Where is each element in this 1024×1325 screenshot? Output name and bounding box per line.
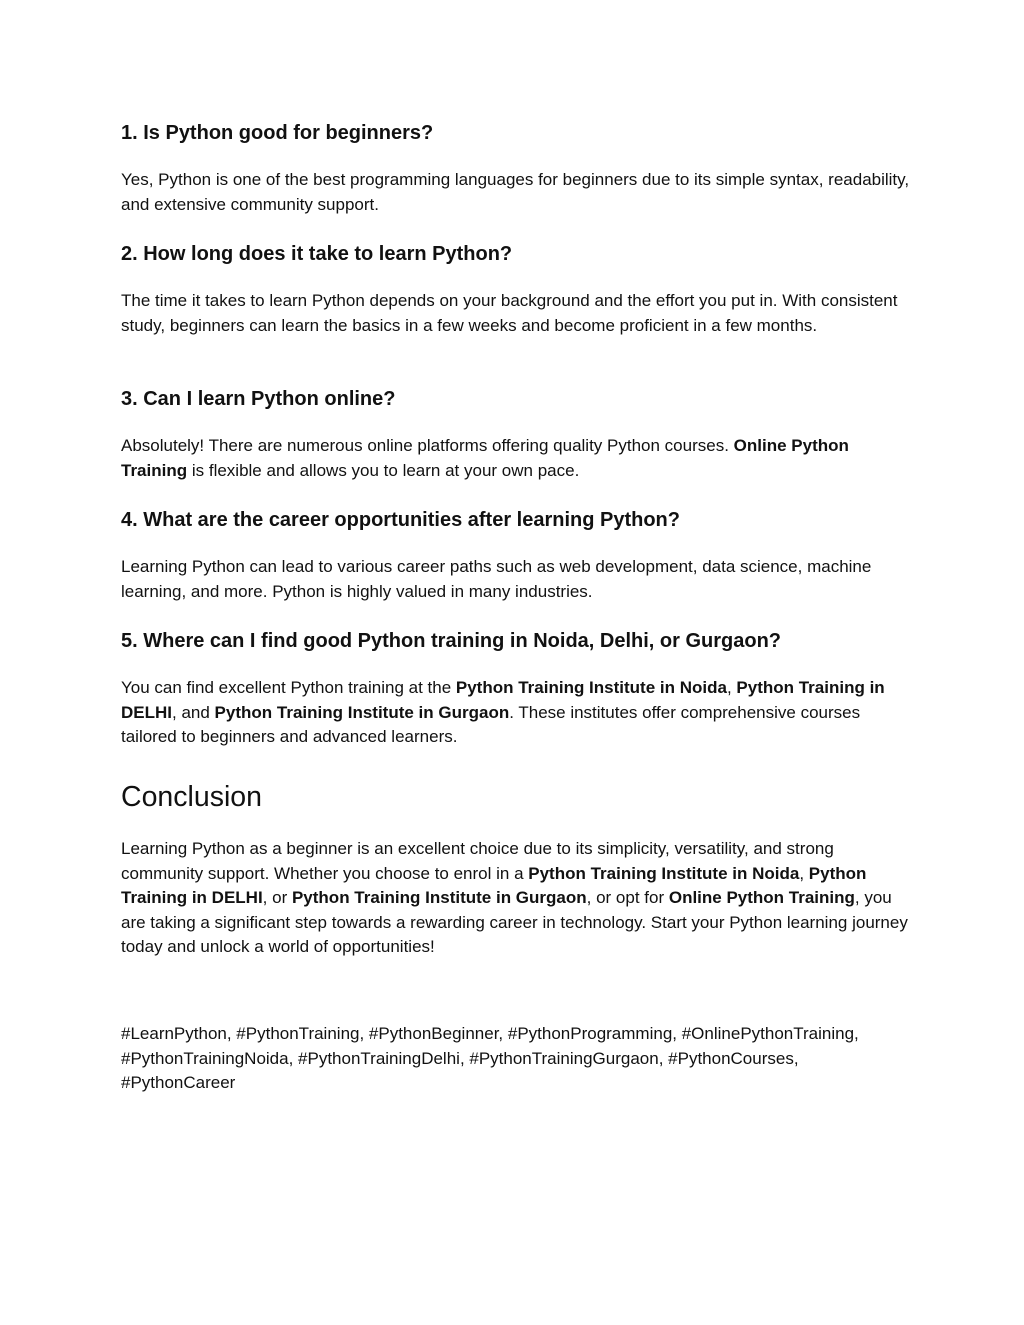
- conclusion-text-3: , or: [262, 888, 292, 907]
- faq-answer-3-text: Absolutely! There are numerous online platforms offering quality Python courses.: [121, 436, 734, 455]
- conclusion-heading: Conclusion: [121, 781, 262, 813]
- gurgaon-institute-emphasis: Python Training Institute in Gurgaon: [214, 702, 510, 722]
- faq-question-4: 4. What are the career opportunities after learning Python?: [121, 509, 680, 531]
- conclusion-text-1: Learning Python as a beginner is an excellent choice due to its simplicity, versatility, and strong community support. Whether you choose to enrol in a: [121, 839, 834, 883]
- conclusion-online-emphasis: Online Python Training: [668, 888, 855, 907]
- conclusion-paragraph: [121, 837, 911, 960]
- conclusion-text-4: , or opt for: [586, 888, 669, 907]
- faq-answer-5-text-4: . These institutes offer comprehensive courses tailored to beginners and advanced learners.: [121, 702, 861, 746]
- noida-institute-emphasis: Python Training Institute in Noida: [455, 678, 727, 697]
- conclusion-noida-emphasis: Python Training Institute in Noida: [528, 863, 800, 883]
- faq-answer-1: Yes, Python is one of the best programming languages for beginners due to its simple syntax, readability, and extensive community support.: [121, 170, 910, 214]
- delhi-training-emphasis: Python Training in DELHI: [121, 678, 885, 722]
- faq-question-3: 3. Can I learn Python online?: [121, 388, 396, 410]
- faq-answer-5-text-2: ,: [726, 678, 737, 697]
- faq-answer-3: [121, 434, 911, 483]
- faq-question-5: 5. Where can I find good Python training in Noida, Delhi, or Gurgaon?: [121, 630, 782, 652]
- faq-question-2: 2. How long does it take to learn Python?: [121, 243, 513, 265]
- conclusion-gurgaon-emphasis: Python Training Institute in Gurgaon: [291, 888, 587, 907]
- faq-answer-5-text-1: You can find excellent Python training at the: [121, 678, 456, 697]
- faq-answer-4: Learning Python can lead to various career paths such as web development, data science, machine learning, and more. Python is highly valued in many industries.: [121, 557, 872, 601]
- conclusion-text-5: , you are taking a significant step towards a rewarding career in technology. Start your Python learning journey today and unlock a world of opportunities!: [121, 888, 908, 956]
- faq-answer-3-text-end: is flexible and allows you to learn at your own pace.: [187, 460, 580, 480]
- faq-answer-2: The time it takes to learn Python depends on your background and the effort you put in. With consistent study, beginners can learn the basics in a few weeks and become proficient in a few months.: [121, 291, 898, 335]
- online-python-training-emphasis: Online Python Training: [121, 436, 849, 480]
- conclusion-text-2: ,: [799, 863, 809, 883]
- faq-answer-5: [121, 676, 911, 750]
- hashtags: #LearnPython, #PythonTraining, #PythonBeginner, #PythonProgramming, #OnlinePythonTraining, #PythonTrainingNoida, #PythonTrainingDelhi, #PythonTrainingGurgaon, #PythonCourses, #PythonCareer: [121, 1024, 859, 1092]
- faq-question-1: 1. Is Python good for beginners?: [121, 122, 434, 144]
- faq-answer-5-text-3: , and: [172, 702, 215, 722]
- conclusion-delhi-emphasis: Python Training in DELHI: [121, 863, 867, 907]
